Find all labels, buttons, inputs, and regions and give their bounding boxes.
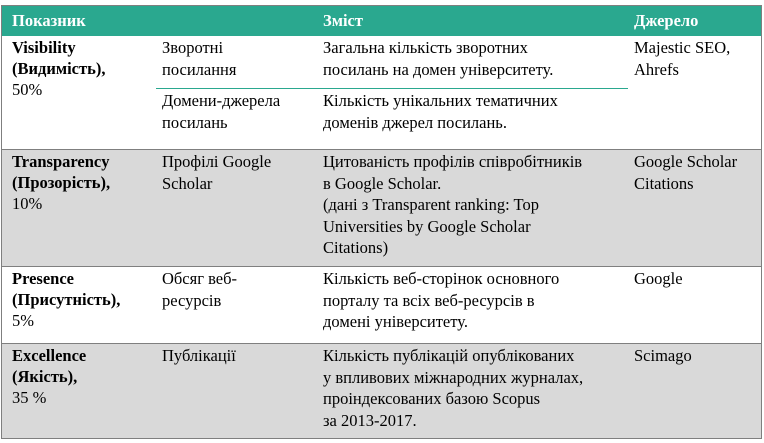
- indicator-name-uk: (Присутність),: [12, 290, 121, 309]
- table-row: [2, 36, 761, 149]
- indicator-weight: 35 %: [12, 388, 47, 407]
- indicator-name-en: Excellence: [12, 346, 87, 365]
- sub-indicator-title: Домени-джерела посилань: [162, 91, 281, 132]
- indicator-weight: 10%: [12, 194, 43, 213]
- indicator-name-en: Transparency: [12, 152, 110, 171]
- sub-indicator-source: Google: [634, 269, 683, 288]
- sub-indicator-content: Кількість публікацій опублікованих у впливових міжнародних журналах, проіндексованих базою Scopus за 2013-2017.: [323, 346, 584, 430]
- header-source: Джерело: [634, 11, 699, 30]
- sub-indicator-source: Majestic SEO, Ahrefs: [634, 38, 731, 79]
- table-row: [2, 150, 761, 266]
- sub-indicator-content: Цитованість профілів співробітників в Google Scholar. (дані з Transparent ranking: Top Universities by Google Scholar Citations): [323, 152, 583, 257]
- indicator-name-en: Presence: [12, 269, 74, 288]
- sub-indicator-source: Scimago: [634, 346, 692, 365]
- indicator-weight: 5%: [12, 311, 34, 330]
- header-content: Зміст: [323, 11, 363, 30]
- indicators-table: [1, 5, 762, 439]
- indicator-name-uk: (Прозорість),: [12, 173, 111, 192]
- indicator-name-uk: (Якість),: [12, 367, 78, 386]
- indicator-name-uk: (Видимість),: [12, 59, 106, 78]
- indicator-name-en: Visibility: [12, 38, 76, 57]
- sub-indicator-content: Кількість унікальних тематичних доменів джерел посилань.: [323, 91, 558, 132]
- sub-indicator-title: Обсяг веб- ресурсів: [162, 269, 238, 310]
- sub-indicator-source: Google Scholar Citations: [634, 152, 738, 193]
- sub-indicator-title: Публікації: [162, 346, 236, 365]
- sub-indicator-content: Кількість веб-сторінок основного порталу та всіх веб-ресурсів в домені університету.: [323, 269, 560, 331]
- sub-indicator-title: Зворотні посилання: [162, 38, 237, 79]
- sub-indicator-title: Профілі Google Scholar: [162, 152, 272, 193]
- sub-indicator-content: Загальна кількість зворотних посилань на домен університету.: [323, 38, 554, 79]
- indicator-weight: 50%: [12, 80, 43, 99]
- sub-row-divider: [156, 88, 628, 89]
- table-row: [2, 267, 761, 343]
- table-header: [2, 6, 761, 36]
- header-indicator: Показник: [12, 11, 86, 30]
- table-row: [2, 344, 761, 438]
